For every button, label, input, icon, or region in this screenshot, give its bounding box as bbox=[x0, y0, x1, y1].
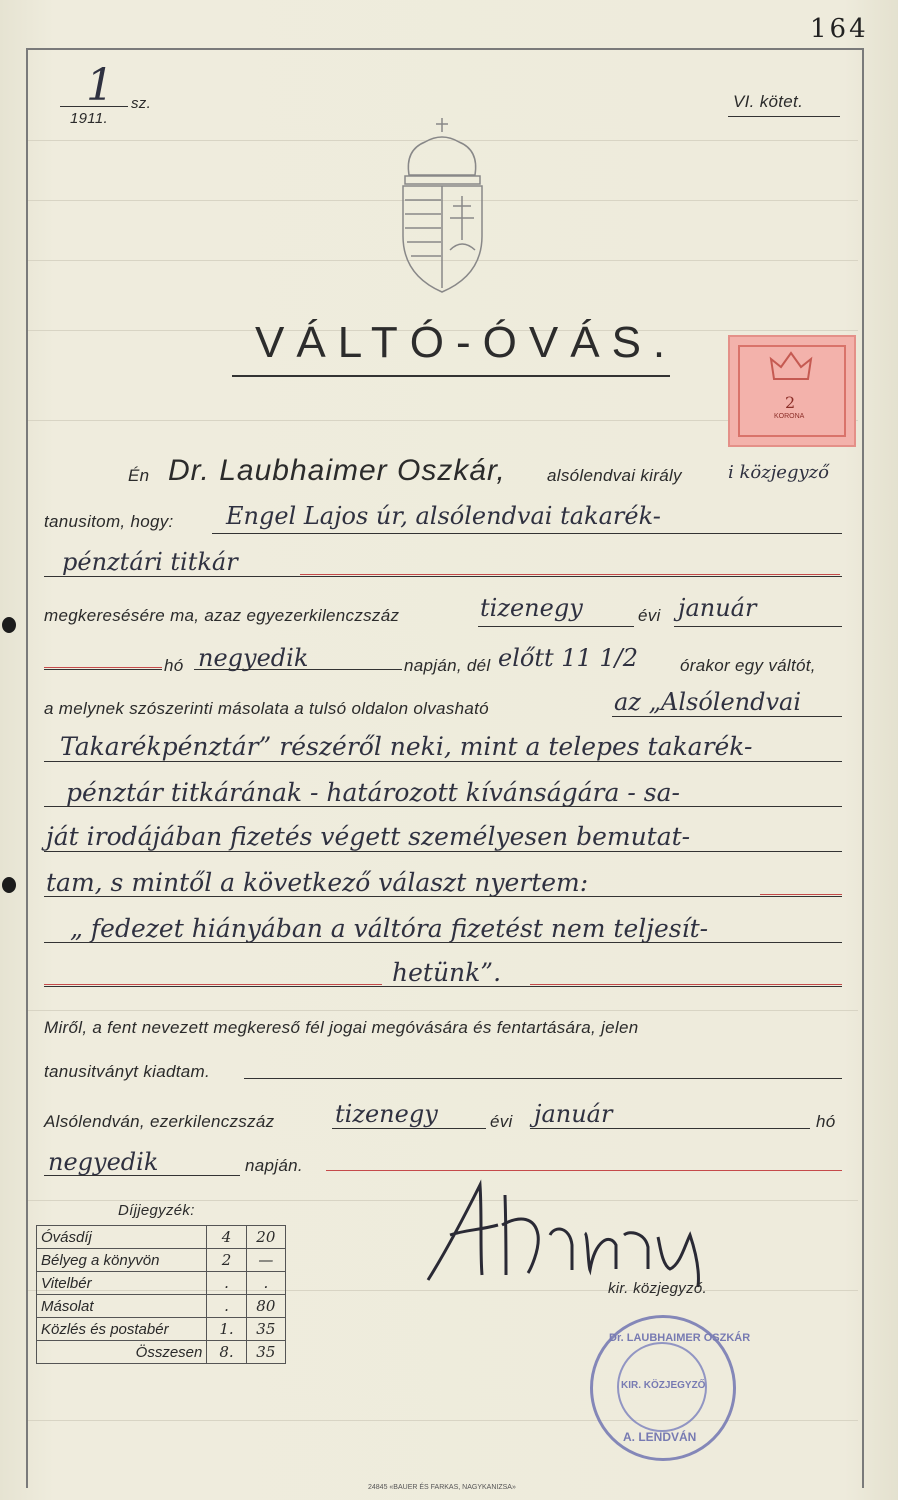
hand-year-2: tizenegy bbox=[335, 1100, 438, 1128]
hand-line-9: ját irodájában fizetés végett személyesen bemutat- bbox=[46, 822, 691, 851]
fee-crowns: . bbox=[207, 1295, 246, 1318]
text-napjan-del: napján, dél bbox=[404, 656, 491, 675]
hand-notary: i közjegyző bbox=[728, 462, 829, 483]
fee-row bbox=[37, 1295, 286, 1318]
fee-row bbox=[37, 1272, 286, 1295]
fee-table bbox=[36, 1225, 286, 1364]
hand-month: január bbox=[678, 594, 757, 622]
hand-line-12: hetünk”. bbox=[392, 958, 502, 987]
notary-name: Dr. Laubhaimer Oszkár, bbox=[168, 454, 506, 487]
text-evi-2: évi bbox=[490, 1112, 513, 1131]
signature-image bbox=[410, 1175, 720, 1290]
fee-fillers: 35 bbox=[246, 1318, 285, 1341]
text-ho-2: hó bbox=[816, 1112, 836, 1131]
hand-time: előtt 11 1/2 bbox=[498, 644, 639, 672]
page-number: 164 bbox=[810, 14, 869, 44]
text-en: Én bbox=[128, 466, 150, 485]
revenue-stamp bbox=[728, 335, 856, 447]
entry-sz-label: sz. bbox=[131, 95, 152, 112]
text-request-date: megkeresésére ma, azaz egyezerkilenczszáz bbox=[44, 606, 400, 625]
fee-crowns: 1. bbox=[207, 1318, 246, 1341]
text-evi: évi bbox=[638, 606, 661, 625]
notary-seal bbox=[590, 1315, 751, 1461]
fee-fillers: 80 bbox=[246, 1295, 285, 1318]
fee-crowns: 8. bbox=[207, 1341, 246, 1364]
text-place-date: Alsólendván, ezerkilenczszáz bbox=[44, 1112, 275, 1131]
text-copy-note: a melynek szószerinti másolata a tulsó oldalon olvasható bbox=[44, 699, 489, 718]
fee-row bbox=[37, 1341, 286, 1364]
volume-label: VI. kötet. bbox=[733, 92, 804, 111]
stamp-unit: KORONA bbox=[774, 413, 805, 420]
text-issued: tanusitványt kiadtam. bbox=[44, 1062, 210, 1081]
entry-year: 1911. bbox=[70, 110, 108, 127]
fee-crowns: . bbox=[207, 1272, 246, 1295]
fee-label: Vitelbér bbox=[37, 1272, 207, 1295]
seal-line1: Dr. LAUBHAIMER OSZKÁR bbox=[609, 1332, 751, 1344]
hand-line-7: Takarékpénztár” részéről neki, mint a telepes takarék- bbox=[60, 732, 753, 761]
fee-row bbox=[37, 1318, 286, 1341]
fee-label: Közlés és postabér bbox=[37, 1318, 207, 1341]
stamp-value: 2 bbox=[785, 393, 796, 412]
punch-hole bbox=[2, 877, 16, 893]
fee-fillers: — bbox=[246, 1249, 285, 1272]
fee-label: Másolat bbox=[37, 1295, 207, 1318]
fee-label: Összesen bbox=[37, 1341, 207, 1364]
printer-imprint: 24845 «BAUER ÉS FARKAS, NAGYKANIZSA» bbox=[368, 1484, 516, 1491]
text-closing: Miről, a fent nevezett megkereső fél jogai megóvására és fentartására, jelen bbox=[44, 1018, 639, 1037]
seal-line2: KIR. KÖZJEGYZŐ bbox=[621, 1380, 706, 1391]
crown-icon bbox=[768, 349, 814, 383]
fee-fillers: 20 bbox=[246, 1226, 285, 1249]
text-ho: hó bbox=[164, 656, 184, 675]
hand-line-10: tam, s mintől a következő választ nyertem: bbox=[46, 868, 589, 897]
text-orakor: órakor egy váltót, bbox=[680, 656, 816, 675]
hand-line-11: „ fedezet hiányában a váltóra fizetést nem teljesít- bbox=[70, 914, 709, 943]
seal-line3: A. LENDVÁN bbox=[623, 1430, 697, 1444]
hand-month-2: január bbox=[534, 1100, 613, 1128]
hand-requester: Engel Lajos úr, alsólendvai takarék- bbox=[226, 502, 661, 530]
fee-crowns: 2 bbox=[207, 1249, 246, 1272]
coat-of-arms-icon bbox=[395, 110, 490, 295]
fee-label: Óvásdíj bbox=[37, 1226, 207, 1249]
fee-row bbox=[37, 1249, 286, 1272]
fee-row bbox=[37, 1226, 286, 1249]
punch-hole bbox=[2, 617, 16, 633]
text-royal: alsólendvai király bbox=[547, 466, 682, 485]
fee-crowns: 4 bbox=[207, 1226, 246, 1249]
hand-day: negyedik bbox=[198, 644, 309, 672]
text-napjan-2: napján. bbox=[245, 1156, 303, 1175]
document-title: VÁLTÓ-ÓVÁS. bbox=[255, 318, 678, 367]
fee-fillers: . bbox=[246, 1272, 285, 1295]
fee-label: Bélyeg a könyvön bbox=[37, 1249, 207, 1272]
signature-title: kir. közjegyző. bbox=[608, 1280, 707, 1297]
hand-day-2: negyedik bbox=[48, 1148, 159, 1176]
hand-title: pénztári titkár bbox=[62, 548, 238, 576]
entry-number: 1 bbox=[86, 60, 114, 111]
text-tanusitom: tanusitom, hogy: bbox=[44, 512, 174, 531]
hand-line-8: pénztár titkárának - határozott kívánságára - sa- bbox=[66, 778, 680, 807]
fee-fillers: 35 bbox=[246, 1341, 285, 1364]
hand-year: tizenegy bbox=[480, 594, 583, 622]
hand-bank: az „Alsólendvai bbox=[614, 688, 802, 716]
fees-title: Díjjegyzék: bbox=[118, 1202, 195, 1219]
